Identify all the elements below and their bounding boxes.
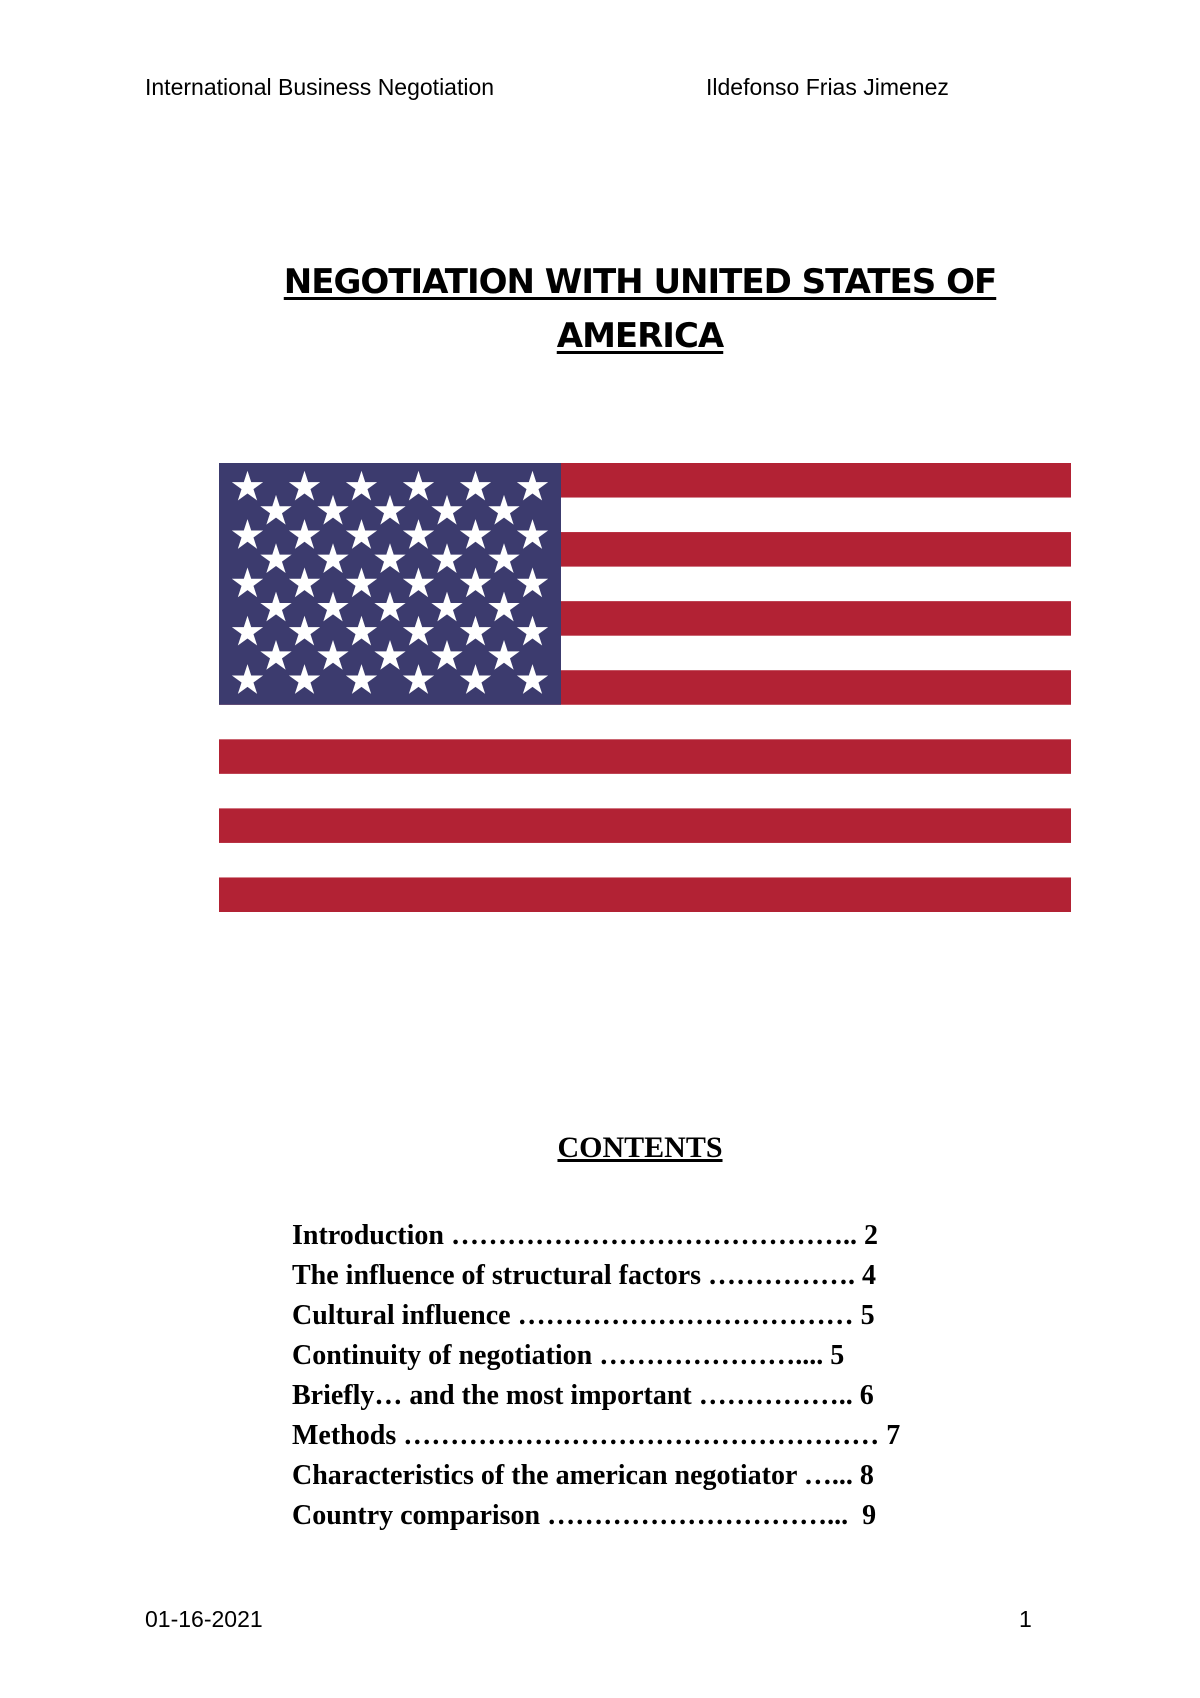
toc-entry-page: 4 (862, 1260, 877, 1291)
flag-red-stripe (219, 808, 1071, 843)
toc-entry-leader: …... (796, 1460, 860, 1491)
toc-entry-label: Introduction (292, 1220, 444, 1251)
toc-entry-leader: …………………………………………… (396, 1420, 887, 1451)
us-flag-image (219, 463, 1071, 912)
toc-entry (292, 1216, 900, 1256)
flag-red-stripe (219, 877, 1071, 912)
toc-entry (292, 1296, 900, 1336)
toc-entry (292, 1336, 900, 1376)
toc-entry (292, 1256, 900, 1296)
toc-entry (292, 1416, 900, 1456)
toc-entry-leader: ………………….... (592, 1340, 831, 1371)
header-course: International Business Negotiation (145, 74, 495, 100)
toc-entry (292, 1376, 900, 1416)
toc-entry-label: Continuity of negotiation (292, 1340, 593, 1371)
toc-entry-leader: …………………………………….. (443, 1220, 864, 1251)
toc-entry-leader: …………….. (691, 1380, 860, 1411)
toc-entry-page: 7 (886, 1420, 901, 1451)
toc-entry-label: Methods (292, 1420, 397, 1451)
toc-entry-leader: ……………………………… (510, 1300, 861, 1331)
footer-date: 01-16-2021 (145, 1606, 263, 1632)
toc-entry-label: Characteristics of the american negotiator (292, 1460, 797, 1491)
toc-entry-page: 5 (830, 1340, 845, 1371)
page-number: 1 (1019, 1606, 1032, 1632)
header-author: Ildefonso Frias Jimenez (706, 74, 949, 100)
table-of-contents (292, 1216, 900, 1536)
toc-entry-page: 2 (863, 1220, 878, 1251)
toc-entry-leader: …………………………... (540, 1500, 863, 1531)
toc-entry-page: 9 (862, 1500, 877, 1531)
toc-entry-page: 8 (859, 1460, 874, 1491)
toc-entry (292, 1496, 900, 1536)
toc-entry-leader: ……………. (701, 1260, 863, 1291)
toc-entry-label: Cultural influence (292, 1300, 511, 1331)
document-title-line-1: NEGOTIATION WITH UNITED STATES OF (283, 262, 997, 302)
flag-red-stripe (219, 739, 1071, 774)
contents-heading: CONTENTS (557, 1131, 723, 1164)
toc-entry-page: 5 (860, 1300, 875, 1331)
toc-entry-label: The influence of structural factors (292, 1260, 702, 1291)
toc-entry-page: 6 (859, 1380, 874, 1411)
document-title-line-2: AMERICA (556, 316, 724, 356)
toc-entry-label: Country comparison (292, 1500, 541, 1531)
toc-entry-label: Briefly… and the most important (292, 1380, 692, 1411)
toc-entry (292, 1456, 900, 1496)
